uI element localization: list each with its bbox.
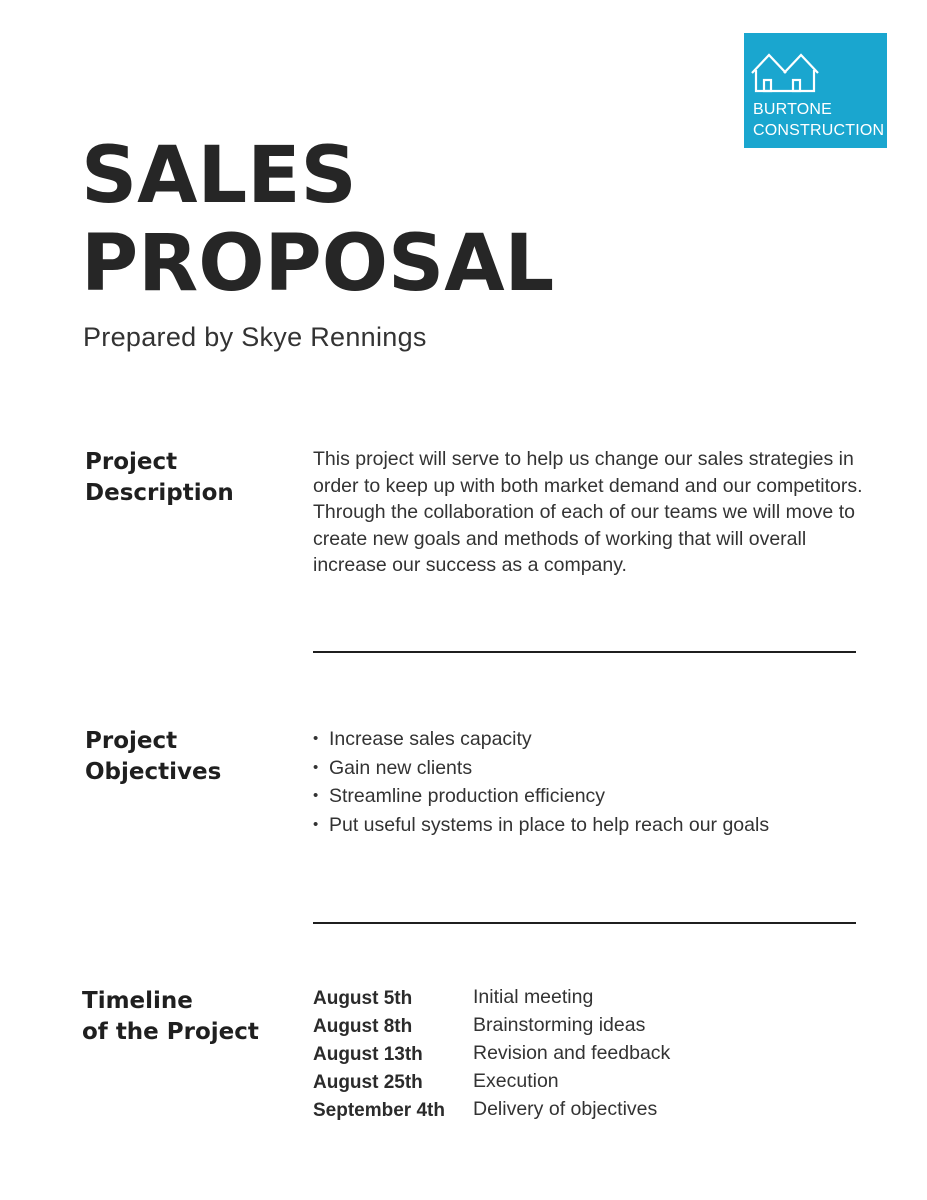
timeline-event: Execution — [473, 1069, 559, 1092]
timeline-row — [313, 1067, 670, 1095]
section-divider — [313, 651, 856, 653]
timeline-row — [313, 984, 670, 1012]
heading-line: Project — [85, 728, 178, 754]
timeline-event: Revision and feedback — [473, 1041, 671, 1064]
title-line-1: SALES — [81, 131, 357, 221]
heading-line: Timeline — [82, 988, 193, 1014]
timeline-row — [313, 1012, 670, 1040]
timeline-date: August 13th — [313, 1043, 423, 1065]
brand-name — [753, 99, 884, 141]
company-logo — [744, 33, 887, 148]
objectives-list — [313, 725, 769, 839]
timeline-date: September 4th — [313, 1099, 445, 1121]
brand-line-2: CONSTRUCTION — [753, 122, 885, 139]
heading-line: of the Project — [82, 1019, 259, 1045]
timeline-event: Brainstorming ideas — [473, 1014, 646, 1037]
list-item: • Gain new clients — [313, 754, 769, 783]
timeline-event: Initial meeting — [473, 986, 594, 1009]
timeline-list — [313, 984, 670, 1123]
timeline-heading — [82, 986, 259, 1048]
project-description-text: This project will serve to help us change our sales strategies in order to keep up with both market demand and our competitors. Through the collaboration of each of our teams we will move to create new goals and methods of working that will overall increase our success as a company. — [313, 448, 863, 576]
prepared-by: Prepared by Skye Rennings — [83, 322, 427, 352]
heading-line: Objectives — [85, 759, 222, 785]
page-title — [81, 132, 554, 308]
list-item: • Streamline production efficiency — [313, 782, 769, 811]
heading-line: Project — [85, 449, 178, 475]
project-objectives-heading — [85, 726, 221, 788]
timeline-date: August 5th — [313, 988, 413, 1010]
section-divider — [313, 922, 856, 924]
project-description-heading — [85, 447, 234, 509]
heading-line: Description — [85, 480, 234, 506]
brand-line-1: BURTONE — [753, 101, 833, 118]
timeline-date: August 25th — [313, 1071, 423, 1093]
timeline-date: August 8th — [313, 1016, 413, 1038]
houses-icon — [750, 51, 820, 95]
timeline-row — [313, 1095, 670, 1123]
title-line-2: PROPOSAL — [81, 219, 555, 309]
timeline-row — [313, 1040, 670, 1068]
list-item: • Put useful systems in place to help reach our goals — [313, 811, 769, 840]
timeline-event: Delivery of objectives — [473, 1097, 658, 1120]
list-item: • Increase sales capacity — [313, 725, 769, 754]
